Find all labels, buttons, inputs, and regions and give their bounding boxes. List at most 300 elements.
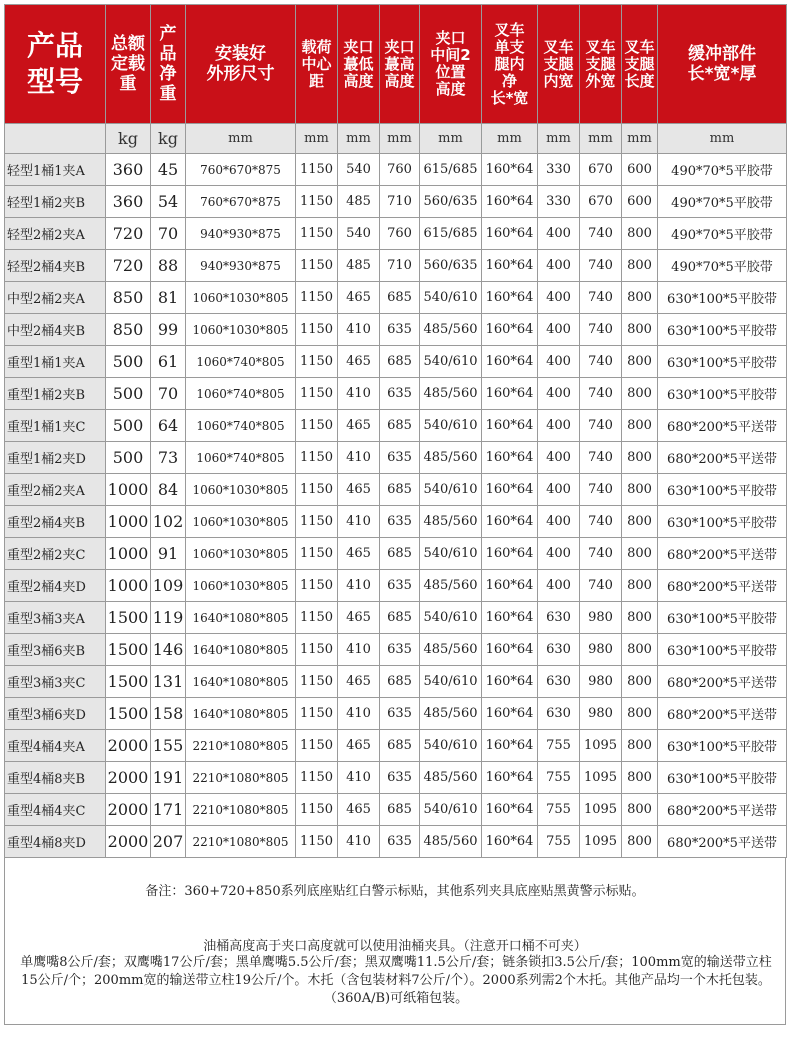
table-cell: 465 — [338, 346, 380, 378]
table-cell: 720 — [106, 218, 151, 250]
table-cell: 540/610 — [420, 538, 482, 570]
table-row — [5, 186, 787, 218]
column-header: 夹口 中间2 位置 高度 — [420, 5, 482, 124]
table-cell: 400 — [538, 218, 580, 250]
table-row — [5, 314, 787, 346]
model-name-cell: 重型4桶4夹C — [5, 794, 106, 826]
table-cell: 400 — [538, 506, 580, 538]
model-name-cell: 重型2桶2夹C — [5, 538, 106, 570]
table-cell: 1150 — [296, 634, 338, 666]
table-cell: 800 — [622, 378, 658, 410]
unit-cell: mm — [338, 124, 380, 154]
table-cell: 1060*1030*805 — [186, 570, 296, 602]
table-cell: 485/560 — [420, 826, 482, 858]
table-cell: 635 — [380, 698, 420, 730]
table-cell: 160*64 — [482, 506, 538, 538]
table-cell: 400 — [538, 442, 580, 474]
unit-cell: mm — [538, 124, 580, 154]
table-cell: 740 — [580, 442, 622, 474]
table-cell: 1095 — [580, 730, 622, 762]
model-name-cell: 重型1桶2夹B — [5, 378, 106, 410]
table-cell: 1000 — [106, 506, 151, 538]
table-cell: 710 — [380, 250, 420, 282]
table-cell: 1500 — [106, 602, 151, 634]
table-row — [5, 346, 787, 378]
table-cell: 160*64 — [482, 634, 538, 666]
table-cell: 410 — [338, 698, 380, 730]
table-cell: 1060*740*805 — [186, 410, 296, 442]
table-row — [5, 570, 787, 602]
table-row — [5, 602, 787, 634]
table-cell: 800 — [622, 314, 658, 346]
table-cell: 800 — [622, 794, 658, 826]
table-cell: 490*70*5平胶带 — [658, 154, 787, 186]
units-section — [5, 124, 787, 154]
table-cell: 1060*1030*805 — [186, 538, 296, 570]
table-row — [5, 666, 787, 698]
column-header: 叉车 支腿 内宽 — [538, 5, 580, 124]
table-cell: 330 — [538, 154, 580, 186]
table-cell: 540/610 — [420, 474, 482, 506]
table-cell: 635 — [380, 634, 420, 666]
table-cell: 1150 — [296, 570, 338, 602]
table-cell: 1060*1030*805 — [186, 506, 296, 538]
table-cell: 680*200*5平送带 — [658, 666, 787, 698]
table-cell: 1095 — [580, 826, 622, 858]
table-cell: 485 — [338, 186, 380, 218]
table-cell: 1150 — [296, 762, 338, 794]
table-row — [5, 794, 787, 826]
model-name-cell: 轻型2桶2夹A — [5, 218, 106, 250]
table-cell: 755 — [538, 762, 580, 794]
table-cell: 1000 — [106, 570, 151, 602]
table-cell: 160*64 — [482, 474, 538, 506]
table-row — [5, 506, 787, 538]
table-cell: 485 — [338, 250, 380, 282]
table-cell: 102 — [151, 506, 186, 538]
table-row — [5, 282, 787, 314]
table-cell: 160*64 — [482, 154, 538, 186]
table-cell: 1640*1080*805 — [186, 666, 296, 698]
unit-cell — [5, 124, 106, 154]
table-cell: 755 — [538, 826, 580, 858]
table-cell: 800 — [622, 666, 658, 698]
table-cell: 160*64 — [482, 762, 538, 794]
remark-note: 备注：360+720+850系列底座贴红白警示标贴，其他系列夹具底座贴黑黄警示标贴。 — [145, 884, 645, 899]
table-cell: 158 — [151, 698, 186, 730]
table-cell: 45 — [151, 154, 186, 186]
model-name-cell: 重型4桶8夹D — [5, 826, 106, 858]
table-cell: 540/610 — [420, 410, 482, 442]
table-cell: 850 — [106, 314, 151, 346]
usage-note: 油桶高度高于夹口高度就可以使用油桶夹具。（注意开口桶不可夹） — [203, 939, 587, 954]
table-cell: 740 — [580, 346, 622, 378]
table-cell: 160*64 — [482, 826, 538, 858]
table-cell: 485/560 — [420, 378, 482, 410]
unit-cell: mm — [580, 124, 622, 154]
model-name-cell: 重型1桶1夹A — [5, 346, 106, 378]
table-cell: 1060*740*805 — [186, 442, 296, 474]
table-cell: 720 — [106, 250, 151, 282]
table-cell: 940*930*875 — [186, 250, 296, 282]
table-cell: 490*70*5平胶带 — [658, 186, 787, 218]
table-cell: 630*100*5平胶带 — [658, 762, 787, 794]
model-name-cell: 重型1桶2夹D — [5, 442, 106, 474]
model-name-cell: 重型3桶3夹C — [5, 666, 106, 698]
table-cell: 2210*1080*805 — [186, 730, 296, 762]
table-cell: 560/635 — [420, 186, 482, 218]
table-row — [5, 218, 787, 250]
table-cell: 800 — [622, 250, 658, 282]
table-cell: 800 — [622, 698, 658, 730]
table-header — [5, 5, 787, 124]
column-header: 安装好 外形尺寸 — [186, 5, 296, 124]
model-name-cell: 轻型1桶2夹B — [5, 186, 106, 218]
table-cell: 685 — [380, 730, 420, 762]
table-cell: 99 — [151, 314, 186, 346]
table-cell: 2000 — [106, 826, 151, 858]
column-header: 总额 定载 重 — [106, 5, 151, 124]
table-cell: 160*64 — [482, 794, 538, 826]
table-cell: 160*64 — [482, 346, 538, 378]
table-cell: 740 — [580, 314, 622, 346]
table-cell: 119 — [151, 602, 186, 634]
model-name-cell: 轻型1桶1夹A — [5, 154, 106, 186]
table-cell: 465 — [338, 474, 380, 506]
table-cell: 680*200*5平送带 — [658, 538, 787, 570]
table-cell: 1150 — [296, 506, 338, 538]
table-cell: 160*64 — [482, 186, 538, 218]
table-cell: 740 — [580, 570, 622, 602]
table-cell: 680*200*5平送带 — [658, 442, 787, 474]
table-cell: 485/560 — [420, 698, 482, 730]
table-cell: 740 — [580, 506, 622, 538]
table-cell: 1150 — [296, 410, 338, 442]
column-header: 载荷 中心 距 — [296, 5, 338, 124]
table-cell: 160*64 — [482, 730, 538, 762]
table-cell: 760*670*875 — [186, 154, 296, 186]
table-cell: 800 — [622, 570, 658, 602]
table-cell: 171 — [151, 794, 186, 826]
table-cell: 191 — [151, 762, 186, 794]
table-cell: 400 — [538, 314, 580, 346]
table-cell: 160*64 — [482, 602, 538, 634]
table-cell: 800 — [622, 762, 658, 794]
table-cell: 635 — [380, 442, 420, 474]
table-cell: 160*64 — [482, 410, 538, 442]
table-cell: 740 — [580, 410, 622, 442]
table-cell: 1640*1080*805 — [186, 698, 296, 730]
table-cell: 800 — [622, 346, 658, 378]
table-cell: 685 — [380, 538, 420, 570]
table-row — [5, 442, 787, 474]
table-cell: 1150 — [296, 730, 338, 762]
table-row — [5, 410, 787, 442]
table-cell: 630*100*5平胶带 — [658, 474, 787, 506]
table-cell: 755 — [538, 730, 580, 762]
table-cell: 91 — [151, 538, 186, 570]
table-cell: 410 — [338, 826, 380, 858]
table-cell: 500 — [106, 346, 151, 378]
model-name-cell: 重型3桶6夹D — [5, 698, 106, 730]
table-cell: 800 — [622, 602, 658, 634]
unit-row — [5, 124, 787, 154]
table-cell: 410 — [338, 634, 380, 666]
table-cell: 980 — [580, 602, 622, 634]
table-cell: 1150 — [296, 250, 338, 282]
table-cell: 800 — [622, 410, 658, 442]
table-cell: 685 — [380, 794, 420, 826]
table-cell: 485/560 — [420, 762, 482, 794]
table-cell: 465 — [338, 410, 380, 442]
table-cell: 740 — [580, 218, 622, 250]
table-cell: 400 — [538, 538, 580, 570]
table-cell: 635 — [380, 314, 420, 346]
table-cell: 465 — [338, 538, 380, 570]
table-cell: 1095 — [580, 762, 622, 794]
table-cell: 800 — [622, 474, 658, 506]
table-cell: 1150 — [296, 698, 338, 730]
table-cell: 410 — [338, 314, 380, 346]
table-cell: 615/685 — [420, 154, 482, 186]
table-cell: 540 — [338, 218, 380, 250]
table-cell: 1500 — [106, 634, 151, 666]
table-cell: 1000 — [106, 538, 151, 570]
table-cell: 160*64 — [482, 282, 538, 314]
unit-cell: mm — [622, 124, 658, 154]
table-cell: 400 — [538, 346, 580, 378]
table-cell: 740 — [580, 538, 622, 570]
table-cell: 160*64 — [482, 442, 538, 474]
table-cell: 630*100*5平胶带 — [658, 634, 787, 666]
table-cell: 485/560 — [420, 634, 482, 666]
table-cell: 740 — [580, 378, 622, 410]
table-cell: 1150 — [296, 186, 338, 218]
table-row — [5, 762, 787, 794]
table-cell: 131 — [151, 666, 186, 698]
table-cell: 680*200*5平送带 — [658, 794, 787, 826]
table-cell: 1060*740*805 — [186, 378, 296, 410]
table-cell: 685 — [380, 474, 420, 506]
table-cell: 540/610 — [420, 282, 482, 314]
table-cell: 540 — [338, 154, 380, 186]
table-cell: 330 — [538, 186, 580, 218]
table-cell: 465 — [338, 282, 380, 314]
table-cell: 155 — [151, 730, 186, 762]
unit-cell: mm — [186, 124, 296, 154]
column-header: 产 品 净 重 — [151, 5, 186, 124]
table-cell: 800 — [622, 282, 658, 314]
table-cell: 2000 — [106, 762, 151, 794]
table-cell: 760*670*875 — [186, 186, 296, 218]
column-header: 产品 型号 — [5, 5, 106, 124]
notes-box — [4, 858, 786, 1025]
table-cell: 685 — [380, 282, 420, 314]
table-cell: 600 — [622, 186, 658, 218]
table-cell: 54 — [151, 186, 186, 218]
table-cell: 485/560 — [420, 442, 482, 474]
table-cell: 465 — [338, 602, 380, 634]
table-cell: 1060*1030*805 — [186, 282, 296, 314]
table-cell: 635 — [380, 762, 420, 794]
model-name-cell: 重型3桶6夹B — [5, 634, 106, 666]
table-cell: 635 — [380, 826, 420, 858]
table-cell: 1640*1080*805 — [186, 634, 296, 666]
table-cell: 630*100*5平胶带 — [658, 346, 787, 378]
table-cell: 760 — [380, 218, 420, 250]
table-cell: 109 — [151, 570, 186, 602]
table-cell: 800 — [622, 442, 658, 474]
table-cell: 685 — [380, 666, 420, 698]
table-cell: 980 — [580, 666, 622, 698]
table-row — [5, 730, 787, 762]
table-cell: 485/560 — [420, 506, 482, 538]
table-cell: 465 — [338, 730, 380, 762]
table-cell: 800 — [622, 634, 658, 666]
model-name-cell: 重型2桶4夹B — [5, 506, 106, 538]
table-cell: 1150 — [296, 282, 338, 314]
table-cell: 1640*1080*805 — [186, 602, 296, 634]
table-cell: 400 — [538, 570, 580, 602]
table-cell: 1150 — [296, 218, 338, 250]
table-cell: 630*100*5平胶带 — [658, 378, 787, 410]
table-cell: 850 — [106, 282, 151, 314]
table-cell: 635 — [380, 506, 420, 538]
table-cell: 70 — [151, 218, 186, 250]
table-cell: 160*64 — [482, 666, 538, 698]
table-cell: 410 — [338, 378, 380, 410]
table-cell: 760 — [380, 154, 420, 186]
table-cell: 685 — [380, 602, 420, 634]
table-row — [5, 698, 787, 730]
model-name-cell: 重型2桶2夹A — [5, 474, 106, 506]
table-cell: 207 — [151, 826, 186, 858]
table-row — [5, 538, 787, 570]
table-cell: 160*64 — [482, 378, 538, 410]
table-cell: 1060*1030*805 — [186, 314, 296, 346]
table-cell: 740 — [580, 474, 622, 506]
table-cell: 70 — [151, 378, 186, 410]
table-cell: 630*100*5平胶带 — [658, 602, 787, 634]
table-cell: 360 — [106, 154, 151, 186]
table-cell: 980 — [580, 698, 622, 730]
table-cell: 800 — [622, 506, 658, 538]
table-cell: 1150 — [296, 538, 338, 570]
table-cell: 1060*1030*805 — [186, 474, 296, 506]
table-cell: 146 — [151, 634, 186, 666]
table-cell: 400 — [538, 378, 580, 410]
table-cell: 400 — [538, 282, 580, 314]
table-cell: 1150 — [296, 314, 338, 346]
table-cell: 540/610 — [420, 730, 482, 762]
table-cell: 73 — [151, 442, 186, 474]
table-cell: 670 — [580, 186, 622, 218]
table-cell: 630 — [538, 666, 580, 698]
table-cell: 670 — [580, 154, 622, 186]
table-cell: 2000 — [106, 794, 151, 826]
table-cell: 61 — [151, 346, 186, 378]
table-cell: 630*100*5平胶带 — [658, 314, 787, 346]
table-cell: 1150 — [296, 826, 338, 858]
table-cell: 635 — [380, 570, 420, 602]
weight-note: 单鹰嘴8公斤/套；双鹰嘴17公斤/套；黑单鹰嘴5.5公斤/套；黑双鹰嘴11.5公斤/套；链条锁扣3.5公斤/套；100mm宽的输送带立柱15公斤/个；200mm宽的输送带立柱19公斤/个。木托（含包装材料7公斤/个）。2000系列需2个木托。其他产品均一个木托包装。（360A/B)可纸箱包装。 — [20, 955, 772, 1006]
table-cell: 1150 — [296, 602, 338, 634]
table-cell: 64 — [151, 410, 186, 442]
table-cell: 740 — [580, 282, 622, 314]
table-cell: 465 — [338, 794, 380, 826]
table-cell: 540/610 — [420, 794, 482, 826]
table-body — [5, 154, 787, 858]
table-cell: 800 — [622, 730, 658, 762]
table-cell: 410 — [338, 762, 380, 794]
table-cell: 1150 — [296, 346, 338, 378]
table-cell: 940*930*875 — [186, 218, 296, 250]
table-cell: 1500 — [106, 666, 151, 698]
table-row — [5, 474, 787, 506]
table-cell: 2000 — [106, 730, 151, 762]
table-cell: 81 — [151, 282, 186, 314]
table-cell: 630 — [538, 634, 580, 666]
column-header: 缓冲部件 长*宽*厚 — [658, 5, 787, 124]
model-name-cell: 重型4桶4夹A — [5, 730, 106, 762]
table-cell: 980 — [580, 634, 622, 666]
table-cell: 680*200*5平送带 — [658, 410, 787, 442]
table-cell: 500 — [106, 410, 151, 442]
table-cell: 740 — [580, 250, 622, 282]
table-row — [5, 154, 787, 186]
table-cell: 630*100*5平胶带 — [658, 282, 787, 314]
column-header: 叉车 支腿 外宽 — [580, 5, 622, 124]
table-cell: 1150 — [296, 442, 338, 474]
table-cell: 160*64 — [482, 570, 538, 602]
table-cell: 490*70*5平胶带 — [658, 218, 787, 250]
table-cell: 630 — [538, 698, 580, 730]
table-row — [5, 250, 787, 282]
table-cell: 600 — [622, 154, 658, 186]
table-cell: 635 — [380, 378, 420, 410]
table-cell: 1150 — [296, 378, 338, 410]
table-cell: 1060*740*805 — [186, 346, 296, 378]
column-header: 夹口 蕞低 高度 — [338, 5, 380, 124]
table-cell: 685 — [380, 410, 420, 442]
table-cell: 710 — [380, 186, 420, 218]
table-cell: 400 — [538, 474, 580, 506]
table-cell: 360 — [106, 186, 151, 218]
table-cell: 680*200*5平送带 — [658, 698, 787, 730]
table-cell: 1150 — [296, 666, 338, 698]
unit-cell: mm — [420, 124, 482, 154]
model-name-cell: 重型1桶1夹C — [5, 410, 106, 442]
table-cell: 1150 — [296, 474, 338, 506]
table-cell: 1000 — [106, 474, 151, 506]
table-cell: 160*64 — [482, 698, 538, 730]
spec-table — [4, 4, 787, 858]
table-cell: 685 — [380, 346, 420, 378]
table-cell: 410 — [338, 442, 380, 474]
table-cell: 540/610 — [420, 666, 482, 698]
unit-cell: kg — [151, 124, 186, 154]
unit-cell: mm — [380, 124, 420, 154]
table-cell: 485/560 — [420, 570, 482, 602]
model-name-cell: 重型3桶3夹A — [5, 602, 106, 634]
table-cell: 400 — [538, 250, 580, 282]
table-cell: 755 — [538, 794, 580, 826]
table-cell: 560/635 — [420, 250, 482, 282]
table-cell: 400 — [538, 410, 580, 442]
unit-cell: kg — [106, 124, 151, 154]
table-cell: 630*100*5平胶带 — [658, 506, 787, 538]
unit-cell: mm — [296, 124, 338, 154]
